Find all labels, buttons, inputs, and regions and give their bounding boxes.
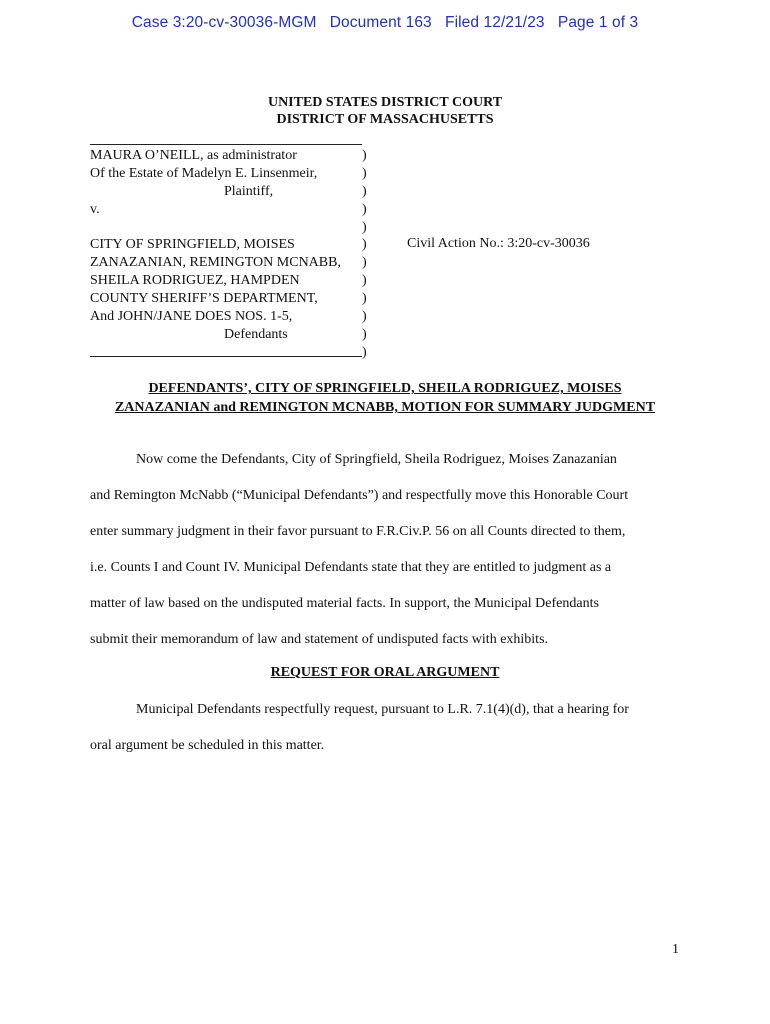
filed-date: Filed 12/21/23 — [445, 14, 545, 31]
defendants-label: Defendants — [224, 326, 288, 342]
page-number: 1 — [672, 942, 679, 957]
plaintiff-name: MAURA O’NEILL, as administrator — [90, 148, 297, 163]
oral-argument-paragraph — [90, 692, 690, 764]
defendant-name: And JOHN/JANE DOES NOS. 1-5, — [90, 309, 293, 325]
paragraph-line: submit their memorandum of law and statement of undisputed facts with exhibits. — [90, 632, 549, 647]
caption-line: ZANAZANIAN, REMINGTON MCNABB, ) — [90, 255, 367, 271]
caption-line: Of the Estate of Madelyn E. Linsenmeir, ) — [90, 165, 367, 181]
defendant-name: ZANAZANIAN, REMINGTON MCNABB, — [90, 255, 341, 271]
paragraph-line: i.e. Counts I and Count IV. Municipal Defendants state that they are entitled to judgment as a — [90, 560, 612, 575]
motion-title-line: DEFENDANTS’, CITY OF SPRINGFIELD, SHEILA RODRIGUEZ, MOISES — [148, 381, 622, 396]
court-heading — [0, 94, 770, 128]
caption-line: COUNTY SHERIFF’S DEPARTMENT, ) — [90, 291, 367, 307]
caption-line: ) — [362, 344, 367, 360]
plaintiff-estate: Of the Estate of Madelyn E. Linsenmeir, — [90, 165, 318, 181]
caption-top-rule — [90, 144, 362, 145]
caption-line: MAURA O’NEILL, as administrator ) — [90, 148, 367, 163]
motion-title-line: ZANAZANIAN and REMINGTON MCNABB, MOTION FOR SUMMARY JUDGMENT — [114, 400, 656, 415]
plaintiff-label: Plaintiff, — [224, 183, 274, 199]
caption-line: SHEILA RODRIGUEZ, HAMPDEN ) — [90, 273, 367, 289]
defendant-name: SHEILA RODRIGUEZ, HAMPDEN — [90, 273, 300, 289]
defendant-name: COUNTY SHERIFF’S DEPARTMENT, — [90, 291, 318, 307]
paragraph-line: Municipal Defendants respectfully request, pursuant to L.R. 7.1(4)(d), that a hearing for — [136, 702, 629, 717]
paragraph-line: matter of law based on the undisputed material facts. In support, the Municipal Defendants — [90, 596, 599, 611]
ecf-filing-header — [0, 14, 770, 32]
caption-line: CITY OF SPRINGFIELD, MOISES ) — [90, 237, 367, 253]
court-name: UNITED STATES DISTRICT COURT — [267, 95, 503, 110]
case-caption — [90, 147, 380, 362]
caption-line: Defendants ) — [90, 326, 380, 344]
caption-line: And JOHN/JANE DOES NOS. 1-5, ) — [90, 309, 367, 325]
caption-line: Plaintiff, ) — [90, 183, 380, 201]
paragraph-line: oral argument be scheduled in this matter. — [90, 738, 325, 753]
defendant-name: CITY OF SPRINGFIELD, MOISES — [90, 237, 295, 253]
caption-line: v. ) — [90, 201, 367, 217]
paragraph-line: Now come the Defendants, City of Springfield, Sheila Rodriguez, Moises Zanazanian — [136, 452, 617, 467]
case-number: Case 3:20-cv-30036-MGM — [131, 14, 317, 31]
motion-paragraph — [90, 442, 690, 658]
document-number: Document 163 — [329, 14, 432, 31]
oral-argument-heading: REQUEST FOR ORAL ARGUMENT — [270, 665, 500, 680]
caption-line: ) — [362, 219, 367, 235]
versus: v. — [90, 201, 100, 217]
civil-action-number: Civil Action No.: 3:20-cv-30036 — [407, 236, 590, 251]
page-indicator: Page 1 of 3 — [557, 14, 639, 31]
paragraph-line: enter summary judgment in their favor pursuant to F.R.Civ.P. 56 on all Counts directed to them, — [90, 524, 626, 539]
paragraph-line: and Remington McNabb (“Municipal Defendants”) and respectfully move this Honorable Court — [90, 488, 629, 503]
court-district: DISTRICT OF MASSACHUSETTS — [276, 112, 494, 127]
caption-bottom-rule — [90, 356, 362, 357]
motion-title — [0, 379, 770, 417]
